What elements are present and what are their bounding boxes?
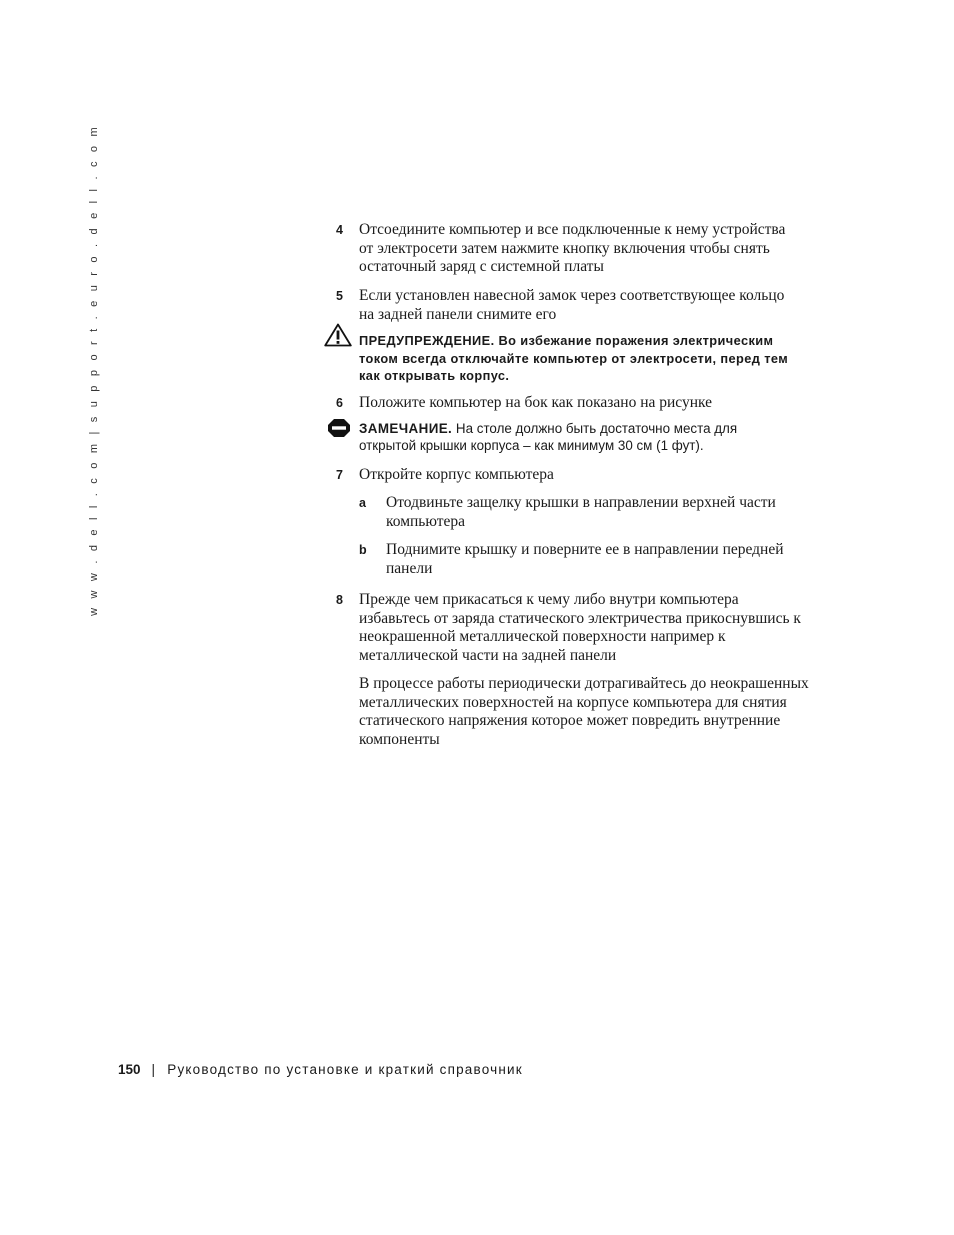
step-7-number: 7 xyxy=(336,468,343,482)
footer-separator: | xyxy=(151,1062,157,1077)
side-url-rail xyxy=(84,124,104,616)
note-text: На столе должно быть достаточно места для открытой крышки корпуса – как минимум 30 см (1 фут). xyxy=(359,421,738,453)
page-footer xyxy=(118,1061,523,1079)
step-7a-letter: a xyxy=(359,496,366,510)
footer-title: Руководство по установке и краткий справочник xyxy=(167,1062,523,1077)
step-6-text: Положите компьютер на бок как показано на рисунке xyxy=(359,394,713,411)
side-url-text: w w w . d e l l . c o m | s u p p o r t . e u r o . d e l l . c o m xyxy=(88,124,100,616)
step-6-number: 6 xyxy=(336,396,343,410)
step-7-text: Откройте корпус компьютера xyxy=(359,466,554,483)
step-4-number: 4 xyxy=(336,223,343,237)
note-block xyxy=(359,421,789,454)
step-7b-text: Поднимите крышку и поверните ее в направлении передней панели xyxy=(386,541,784,577)
step-4-text: Отсоедините компьютер и все подключенные к нему устройства от электросети затем нажмите кнопку включения чтобы снять остаточный заряд с системной платы xyxy=(359,221,786,276)
step-8-text: Прежде чем прикасаться к чему либо внутри компьютера избавьтесь от заряда статического электричества прикоснувшись к неокрашенной металлической поверхности например к металлической части на задней панели xyxy=(359,591,801,664)
step-5-number: 5 xyxy=(336,289,343,303)
warning-text: ПРЕДУПРЕЖДЕНИЕ. Во избежание поражения электрическим током всегда отключайте компьютер от электросети, перед тем как открывать корпус. xyxy=(359,333,789,384)
note-label: ЗАМЕЧАНИЕ. xyxy=(359,421,453,436)
step-8-paragraph: В процессе работы периодически дотрагивайтесь до неокрашенных металлических поверхностей на корпусе компьютера для снятия статического напряжения которое может повредить внутренние компоненты xyxy=(359,675,809,748)
page-number: 150 xyxy=(118,1062,141,1077)
warning-triangle-icon xyxy=(324,323,352,347)
step-7b-letter: b xyxy=(359,543,367,557)
notice-octagon-icon xyxy=(327,418,351,438)
step-5-text: Если установлен навесной замок через соответствующее кольцо на задней панели снимите его xyxy=(359,287,785,323)
step-8-number: 8 xyxy=(336,593,343,607)
step-7a-text: Отодвиньте защелку крышки в направлении верхней части компьютера xyxy=(386,494,776,530)
